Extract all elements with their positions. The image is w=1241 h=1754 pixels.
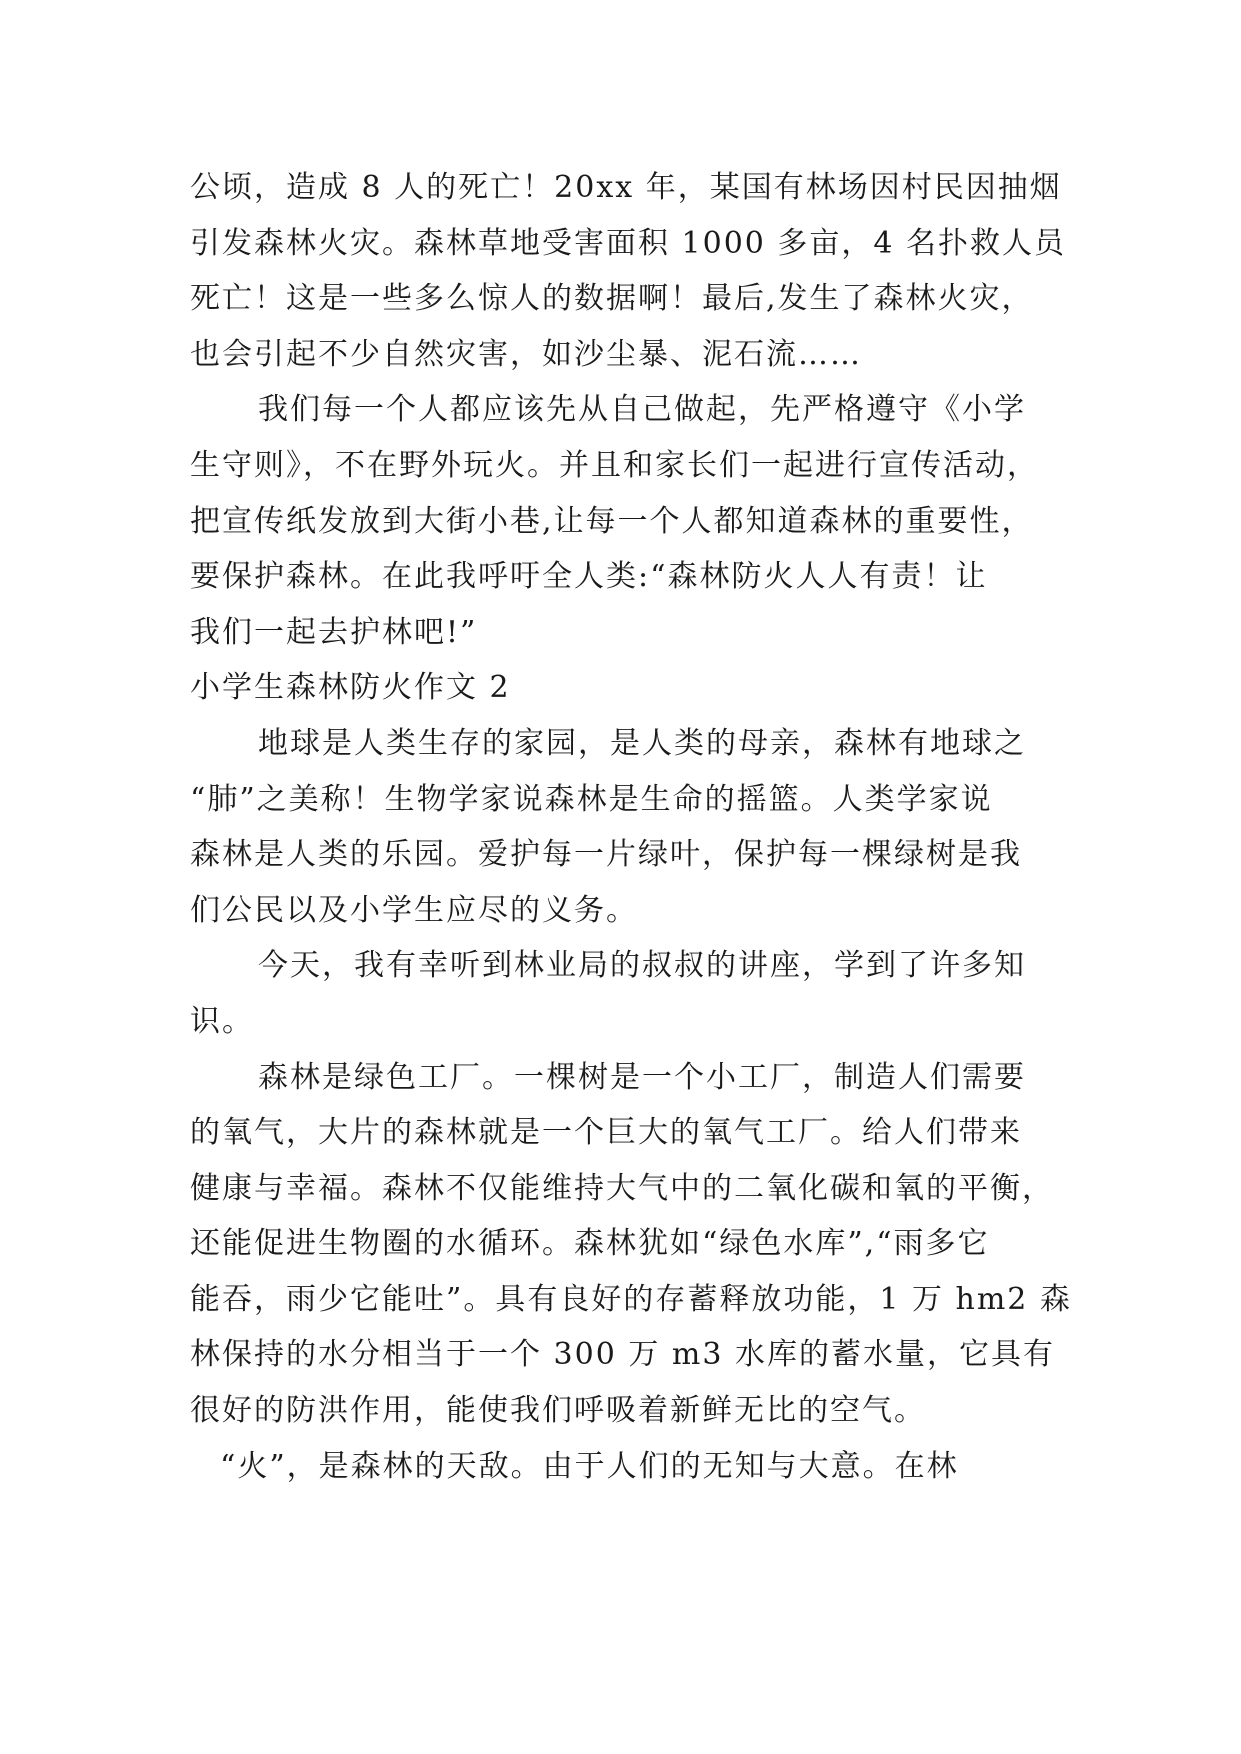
text-line: 还能促进生物圈的水循环。森林犹如“绿色水库”,“雨多它 [190,1226,990,1262]
paragraph-start-line: 今天，我有幸听到林业局的叔叔的讲座，学到了许多知 [258,948,1026,984]
text-line: 很好的防洪作用，能使我们呼吸着新鲜无比的空气。 [190,1393,926,1429]
text-line: 引发森林火灾。森林草地受害面积 1000 多亩，4 名扑救人员 [190,225,1067,261]
paragraph-start-line: 我们每一个人都应该先从自己做起，先严格遵守《小学 [258,392,1026,428]
text-line: 的氧气，大片的森林就是一个巨大的氧气工厂。给人们带来 [190,1115,1022,1151]
text-line: 生守则》，不在野外玩火。并且和家长们一起进行宣传活动， [190,447,1039,483]
text-line: 林保持的水分相当于一个 300 万 m3 水库的蓄水量，它具有 [190,1337,1055,1373]
paragraph-start-line: 地球是人类生存的家园，是人类的母亲，森林有地球之 [258,725,1026,761]
text-line: 我们一起去护林吧!” [190,614,478,650]
text-line: 森林是人类的乐园。爱护每一片绿叶，保护每一棵绿树是我 [190,837,1022,873]
section-title: 小学生森林防火作文 2 [190,670,511,706]
text-line: 公顷，造成 8 人的死亡！20xx 年，某国有林场因村民因抽烟 [190,170,1062,205]
paragraph-start-line: 森林是绿色工厂。一棵树是一个小工厂，制造人们需要 [258,1059,1026,1095]
text-line: 把宣传纸发放到大街小巷,让每一个人都知道森林的重要性， [190,503,1034,539]
text-line: 也会引起不少自然灾害，如沙尘暴、泥石流…… [190,336,862,372]
text-line: 能吞，雨少它能吐”。具有良好的存蓄释放功能，1 万 hm2 森 [190,1281,1072,1317]
text-line: 死亡！这是一些多么惊人的数据啊！最后,发生了森林火灾， [190,281,1034,317]
essay-text [190,160,1070,1494]
text-line: 要保护森林。在此我呼吁全人类:“森林防火人人有责！让 [190,559,988,595]
text-line: 健康与幸福。森林不仅能维持大气中的二氧化碳和氧的平衡， [190,1170,1054,1206]
text-line: 们公民以及小学生应尽的义务。 [190,892,638,928]
text-line: 识。 [190,1003,254,1039]
text-line: “肺”之美称！生物学家说森林是生命的摇篮。人类学家说 [190,781,993,817]
paragraph-start-line: “火”，是森林的天敌。由于人们的无知与大意。在林 [220,1448,959,1484]
